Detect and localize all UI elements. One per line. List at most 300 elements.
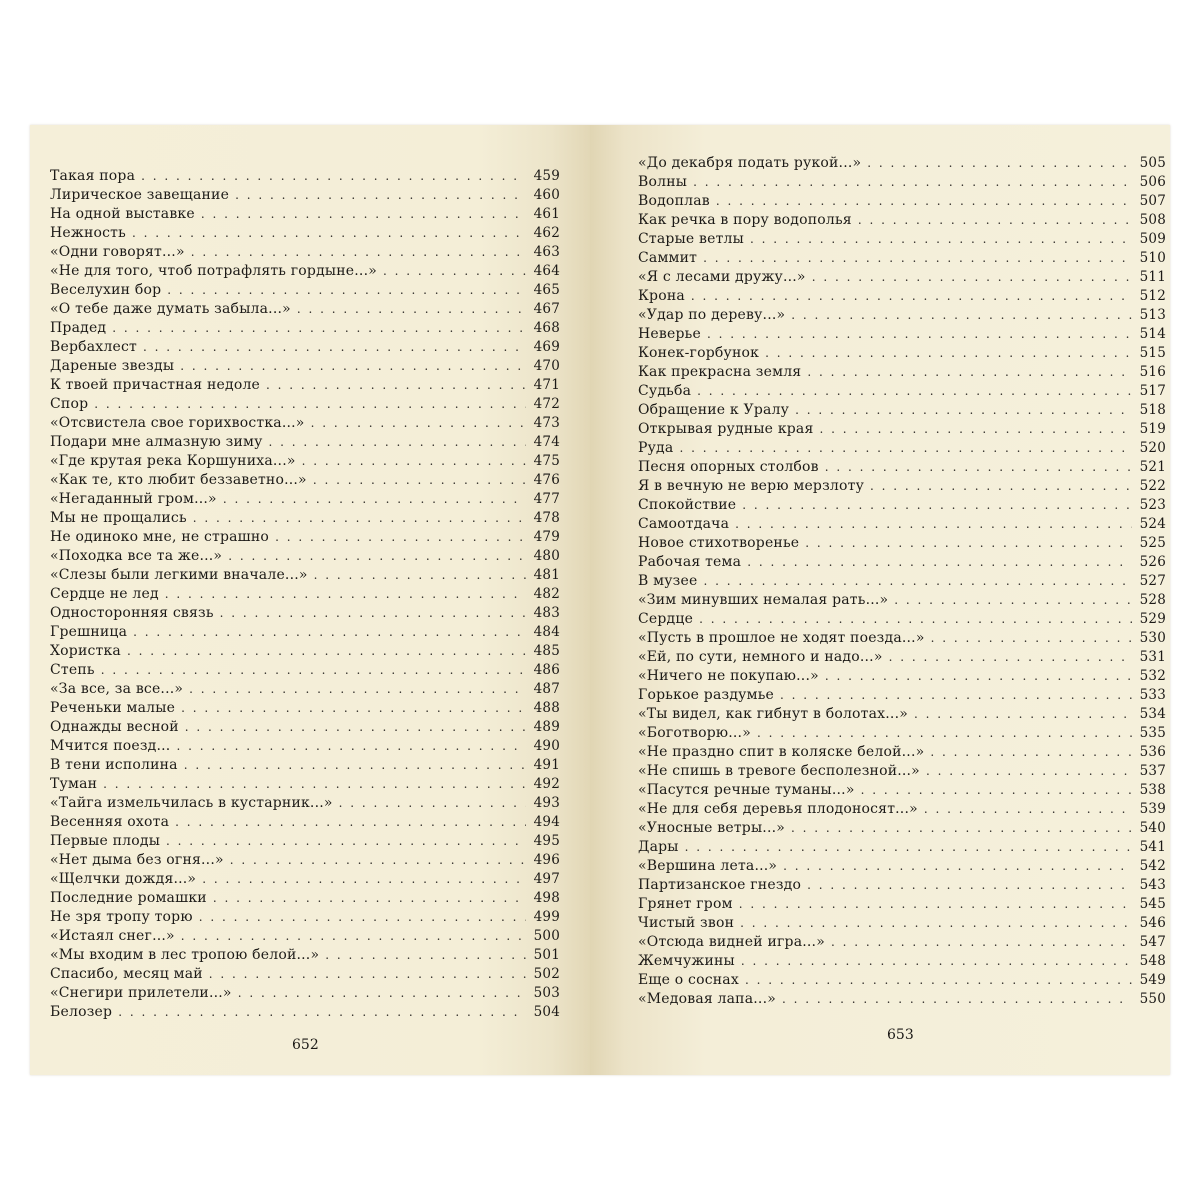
- toc-entry: [638, 344, 1166, 363]
- toc-entry-page: 497: [533, 871, 560, 887]
- toc-leader-dots: [94, 395, 526, 414]
- toc-leader-dots: [132, 224, 526, 243]
- toc-entry: [50, 509, 560, 528]
- toc-entry-page: 469: [533, 339, 560, 355]
- toc-entry-title: Реченьки малые: [50, 700, 176, 716]
- right-page: [590, 125, 1170, 1075]
- toc-entry: [638, 838, 1166, 857]
- toc-entry-page: 482: [533, 586, 560, 602]
- toc-entry-title: Вербахлест: [50, 339, 137, 355]
- toc-entry-page: 493: [533, 795, 560, 811]
- toc-entry-page: 461: [533, 206, 560, 222]
- toc-leader-dots: [220, 604, 526, 623]
- toc-entry: [50, 338, 560, 357]
- toc-entry-page: 520: [1139, 440, 1166, 456]
- toc-entry-title: Грешница: [50, 624, 128, 640]
- toc-entry-page: 505: [1139, 155, 1166, 171]
- toc-entry-title: Партизанское гнездо: [638, 877, 802, 893]
- toc-entry-title: «Боготворю...»: [638, 725, 751, 741]
- toc-entry-page: 476: [533, 472, 560, 488]
- toc-entry-title: Спор: [50, 396, 89, 412]
- toc-entry-title: Мчится поезд...: [50, 738, 171, 754]
- toc-entry-title: Последние ромашки: [50, 890, 207, 906]
- toc-leader-dots: [703, 572, 1132, 591]
- toc-leader-dots: [739, 895, 1132, 914]
- toc-leader-dots: [185, 718, 526, 737]
- toc-entry: [50, 281, 560, 300]
- toc-leader-dots: [209, 965, 526, 984]
- toc-entry: [50, 224, 560, 243]
- toc-entry: [50, 433, 560, 452]
- toc-entry-title: Старые ветлы: [638, 231, 744, 247]
- toc-entry-title: Дары: [638, 839, 679, 855]
- toc-entry-page: 479: [533, 529, 560, 545]
- toc-entry: [50, 794, 560, 813]
- toc-leader-dots: [930, 743, 1132, 762]
- toc-entry-page: 522: [1139, 478, 1166, 494]
- toc-entry: [50, 167, 560, 186]
- toc-entry: [638, 382, 1166, 401]
- toc-entry: [50, 642, 560, 661]
- toc-entry-title: Еще о соснах: [638, 972, 739, 988]
- toc-leader-dots: [193, 509, 526, 528]
- toc-leader-dots: [742, 496, 1132, 515]
- toc-entry: [638, 496, 1166, 515]
- toc-entry: [50, 623, 560, 642]
- toc-entry-page: 463: [533, 244, 560, 260]
- toc-entry-title: Прадед: [50, 320, 107, 336]
- toc-leader-dots: [747, 553, 1132, 572]
- toc-leader-dots: [757, 724, 1132, 743]
- toc-entry-page: 521: [1139, 459, 1166, 475]
- toc-entry: [50, 205, 560, 224]
- toc-entry-title: Новое стихотворенье: [638, 535, 800, 551]
- toc-entry: [638, 401, 1166, 420]
- toc-leader-dots: [931, 629, 1132, 648]
- toc-entry-page: 516: [1139, 364, 1166, 380]
- toc-leader-dots: [235, 186, 526, 205]
- toc-leader-dots: [831, 933, 1132, 952]
- toc-leader-dots: [302, 452, 526, 471]
- toc-entry-page: 465: [533, 282, 560, 298]
- toc-entry: [638, 154, 1166, 173]
- toc-entry-title: Спасибо, месяц май: [50, 966, 203, 982]
- toc-entry-title: «Уносные ветры...»: [638, 820, 786, 836]
- toc-entry: [638, 990, 1166, 1009]
- toc-entry-title: Подари мне алмазную зиму: [50, 434, 263, 450]
- toc-leader-dots: [782, 990, 1132, 1009]
- toc-entry: [50, 319, 560, 338]
- toc-leader-dots: [383, 262, 526, 281]
- toc-entry-page: 491: [533, 757, 560, 773]
- toc-entry-title: «Щелчки дождя...»: [50, 871, 197, 887]
- toc-entry: [638, 192, 1166, 211]
- toc-entry-page: 478: [533, 510, 560, 526]
- toc-entry-page: 470: [533, 358, 560, 374]
- toc-entry-title: Такая пора: [50, 168, 136, 184]
- toc-entry: [638, 249, 1166, 268]
- toc-leader-dots: [127, 642, 526, 661]
- toc-entry-title: К твоей причастная недоле: [50, 377, 261, 393]
- page-number-left: 652: [292, 1037, 319, 1053]
- toc-entry: [638, 534, 1166, 553]
- toc-entry-page: 533: [1139, 687, 1166, 703]
- toc-entry: [50, 680, 560, 699]
- toc-entry: [50, 452, 560, 471]
- toc-leader-dots: [791, 819, 1132, 838]
- toc-leader-dots: [103, 775, 526, 794]
- toc-entry-page: 543: [1139, 877, 1166, 893]
- toc-leader-dots: [223, 490, 526, 509]
- toc-entry: [638, 857, 1166, 876]
- toc-entry-title: В музее: [638, 573, 698, 589]
- toc-entry-page: 518: [1139, 402, 1166, 418]
- toc-entry-page: 513: [1139, 307, 1166, 323]
- toc-entry-page: 549: [1139, 972, 1166, 988]
- toc-entry: [638, 800, 1166, 819]
- toc-entry-page: 547: [1139, 934, 1166, 950]
- toc-entry-page: 473: [533, 415, 560, 431]
- toc-entry-title: «Нет дыма без огня...»: [50, 852, 224, 868]
- toc-entry-page: 507: [1139, 193, 1166, 209]
- toc-leader-dots: [807, 363, 1132, 382]
- toc-entry-page: 508: [1139, 212, 1166, 228]
- toc-entry-title: «Не спишь в тревоге бесполезной...»: [638, 763, 920, 779]
- toc-entry-page: 471: [533, 377, 560, 393]
- toc-entry-title: «Не для себя деревья плодоносят...»: [638, 801, 918, 817]
- toc-leader-dots: [325, 946, 526, 965]
- toc-leader-dots: [807, 876, 1132, 895]
- toc-entry: [638, 667, 1166, 686]
- toc-entry-page: 500: [533, 928, 560, 944]
- toc-entry-title: «Где крутая река Коршуниха...»: [50, 453, 296, 469]
- toc-entry-page: 530: [1139, 630, 1166, 646]
- toc-entry-page: 498: [533, 890, 560, 906]
- toc-entry-title: «Ей, по сути, немного и надо...»: [638, 649, 883, 665]
- toc-entry: [638, 724, 1166, 743]
- toc-entry-page: 504: [533, 1004, 560, 1020]
- toc-entry-title: «Пасутся речные туманы...»: [638, 782, 855, 798]
- toc-entry-title: «Пусть в прошлое не ходят поезда...»: [638, 630, 925, 646]
- toc-leader-dots: [685, 838, 1132, 857]
- toc-entry-page: 517: [1139, 383, 1166, 399]
- toc-leader-dots: [199, 908, 526, 927]
- toc-entry: [638, 572, 1166, 591]
- toc-entry-page: 538: [1139, 782, 1166, 798]
- toc-entry-page: 510: [1139, 250, 1166, 266]
- toc-entry-page: 502: [533, 966, 560, 982]
- page-number-right: 653: [887, 1027, 914, 1043]
- toc-entry: [50, 699, 560, 718]
- toc-entry-title: На одной выставке: [50, 206, 195, 222]
- toc-entry-page: 467: [533, 301, 560, 317]
- toc-entry: [638, 629, 1166, 648]
- toc-leader-dots: [112, 319, 526, 338]
- toc-entry-title: Горькое раздумье: [638, 687, 774, 703]
- toc-entry-page: 529: [1139, 611, 1166, 627]
- toc-entry: [638, 287, 1166, 306]
- toc-entry-page: 475: [533, 453, 560, 469]
- toc-entry: [50, 471, 560, 490]
- toc-entry: [638, 686, 1166, 705]
- toc-leader-dots: [861, 781, 1132, 800]
- toc-leader-dots: [175, 813, 526, 832]
- toc-leader-dots: [180, 357, 526, 376]
- toc-leader-dots: [697, 382, 1132, 401]
- toc-entry-title: Руда: [638, 440, 674, 456]
- toc-leader-dots: [201, 205, 526, 224]
- toc-entry: [50, 243, 560, 262]
- toc-entry-title: «Слезы были легкими вначале...»: [50, 567, 308, 583]
- toc-entry-page: 539: [1139, 801, 1166, 817]
- toc-leader-dots: [740, 914, 1132, 933]
- toc-entry-title: Лирическое завещание: [50, 187, 230, 203]
- toc-entry-page: 548: [1139, 953, 1166, 969]
- toc-entry: [50, 528, 560, 547]
- toc-entry: [638, 895, 1166, 914]
- toc-entry: [638, 781, 1166, 800]
- toc-entry-title: «Не праздно спит в коляске белой...»: [638, 744, 925, 760]
- toc-entry: [638, 420, 1166, 439]
- toc-entry-page: 483: [533, 605, 560, 621]
- toc-leader-dots: [745, 971, 1132, 990]
- toc-entry-page: 550: [1139, 991, 1166, 1007]
- toc-entry-title: Водоплав: [638, 193, 710, 209]
- toc-leader-dots: [297, 300, 526, 319]
- toc-entry: [638, 363, 1166, 382]
- toc-entry-page: 477: [533, 491, 560, 507]
- toc-leader-dots: [703, 249, 1132, 268]
- toc-entry-title: «Вершина лета...»: [638, 858, 778, 874]
- toc-entry-title: Как прекрасна земля: [638, 364, 802, 380]
- toc-entry-title: «Ничего не покупаю...»: [638, 668, 819, 684]
- toc-leader-dots: [750, 230, 1132, 249]
- toc-entry-page: 488: [533, 700, 560, 716]
- toc-leader-dots: [189, 680, 526, 699]
- toc-entry-title: Обращение к Уралу: [638, 402, 790, 418]
- toc-entry-title: Однажды весной: [50, 719, 179, 735]
- toc-entry: [638, 610, 1166, 629]
- toc-entry-page: 537: [1139, 763, 1166, 779]
- toc-entry-page: 495: [533, 833, 560, 849]
- toc-entry-page: 534: [1139, 706, 1166, 722]
- toc-entry: [638, 458, 1166, 477]
- toc-entry: [50, 946, 560, 965]
- toc-entry: [638, 971, 1166, 990]
- toc-entry-title: Песня опорных столбов: [638, 459, 819, 475]
- toc-entry-title: «Негаданный гром...»: [50, 491, 217, 507]
- toc-entry-page: 484: [533, 624, 560, 640]
- toc-entry-page: 514: [1139, 326, 1166, 342]
- toc-leader-dots: [679, 439, 1132, 458]
- toc-entry-title: Нежность: [50, 225, 126, 241]
- toc-entry: [50, 1003, 560, 1022]
- toc-entry-page: 509: [1139, 231, 1166, 247]
- toc-leader-dots: [181, 699, 526, 718]
- toc-entry-title: «Как те, кто любит беззаветно...»: [50, 472, 307, 488]
- toc-entry: [638, 325, 1166, 344]
- toc-entry-title: Крона: [638, 288, 685, 304]
- toc-leader-dots: [118, 1003, 526, 1022]
- toc-entry-title: Хористка: [50, 643, 121, 659]
- toc-entry: [50, 414, 560, 433]
- book-spread: [30, 125, 1170, 1075]
- toc-entry-title: «Одни говорят...»: [50, 244, 185, 260]
- toc-entry: [50, 927, 560, 946]
- toc-leader-dots: [269, 433, 526, 452]
- toc-leader-dots: [191, 243, 526, 262]
- toc-leader-dots: [783, 857, 1132, 876]
- toc-leader-dots: [820, 420, 1132, 439]
- table-of-contents-right: [638, 154, 1166, 1009]
- toc-entry-page: 485: [533, 643, 560, 659]
- toc-entry: [638, 515, 1166, 534]
- toc-entry-page: 523: [1139, 497, 1166, 513]
- left-page: [30, 125, 590, 1075]
- toc-leader-dots: [213, 889, 526, 908]
- toc-entry-title: «Истаял снег...»: [50, 928, 175, 944]
- toc-entry-page: 472: [533, 396, 560, 412]
- toc-leader-dots: [707, 325, 1132, 344]
- toc-entry: [638, 268, 1166, 287]
- toc-leader-dots: [184, 756, 526, 775]
- toc-leader-dots: [735, 515, 1132, 534]
- toc-entry-title: «До декабря подать рукой...»: [638, 155, 862, 171]
- toc-entry-title: Мы не прощались: [50, 510, 187, 526]
- toc-entry-title: Весенняя охота: [50, 814, 170, 830]
- toc-entry-title: «Удар по дереву...»: [638, 307, 786, 323]
- toc-entry-page: 519: [1139, 421, 1166, 437]
- toc-entry: [50, 395, 560, 414]
- toc-entry-page: 540: [1139, 820, 1166, 836]
- toc-entry-page: 499: [533, 909, 560, 925]
- toc-entry: [638, 439, 1166, 458]
- table-of-contents-left: [50, 167, 560, 1022]
- toc-leader-dots: [339, 794, 526, 813]
- toc-leader-dots: [889, 648, 1132, 667]
- toc-leader-dots: [275, 528, 526, 547]
- toc-entry: [50, 186, 560, 205]
- toc-entry-title: Жемчужины: [638, 953, 735, 969]
- toc-entry-page: 524: [1139, 516, 1166, 532]
- toc-entry-page: 480: [533, 548, 560, 564]
- toc-entry-title: «Мы входим в лес тропою белой...»: [50, 947, 320, 963]
- toc-leader-dots: [825, 667, 1132, 686]
- toc-entry-title: «Отсюда видней игра...»: [638, 934, 825, 950]
- toc-leader-dots: [313, 471, 526, 490]
- toc-entry: [50, 300, 560, 319]
- toc-leader-dots: [795, 401, 1132, 420]
- toc-entry-title: Самоотдача: [638, 516, 730, 532]
- toc-entry-title: Конек-горбунок: [638, 345, 760, 361]
- toc-entry-title: Как речка в пору водополья: [638, 212, 852, 228]
- toc-entry-page: 545: [1139, 896, 1166, 912]
- toc-leader-dots: [165, 585, 526, 604]
- toc-entry-title: Первые плоды: [50, 833, 161, 849]
- toc-entry-page: 525: [1139, 535, 1166, 551]
- toc-entry: [50, 851, 560, 870]
- toc-entry: [50, 984, 560, 1003]
- toc-leader-dots: [202, 870, 526, 889]
- toc-entry: [638, 876, 1166, 895]
- toc-entry-title: Белозер: [50, 1004, 113, 1020]
- toc-entry-title: «Я с лесами дружу...»: [638, 269, 806, 285]
- toc-entry: [638, 819, 1166, 838]
- toc-leader-dots: [926, 762, 1132, 781]
- toc-entry-title: «Отсвистела свое горихвостка...»: [50, 415, 305, 431]
- toc-entry-page: 527: [1139, 573, 1166, 589]
- toc-leader-dots: [181, 927, 526, 946]
- toc-entry: [50, 737, 560, 756]
- toc-entry-title: Не зря тропу торю: [50, 909, 193, 925]
- toc-entry-page: 468: [533, 320, 560, 336]
- toc-entry-page: 492: [533, 776, 560, 792]
- toc-leader-dots: [825, 458, 1132, 477]
- toc-entry-title: Волны: [638, 174, 688, 190]
- toc-entry: [50, 756, 560, 775]
- toc-entry-page: 526: [1139, 554, 1166, 570]
- toc-entry-title: Неверье: [638, 326, 701, 342]
- toc-entry-page: 489: [533, 719, 560, 735]
- toc-entry-title: «Ты видел, как гибнут в болотах...»: [638, 706, 908, 722]
- toc-entry-title: «Снегири прилетели...»: [50, 985, 232, 1001]
- toc-entry: [638, 914, 1166, 933]
- toc-entry-title: «Медовая лапа...»: [638, 991, 776, 1007]
- toc-entry: [638, 591, 1166, 610]
- toc-leader-dots: [101, 661, 526, 680]
- toc-leader-dots: [238, 984, 526, 1003]
- toc-leader-dots: [858, 211, 1132, 230]
- toc-entry-page: 511: [1139, 269, 1166, 285]
- toc-entry-page: 512: [1139, 288, 1166, 304]
- toc-entry: [50, 661, 560, 680]
- toc-entry-title: Односторонняя связь: [50, 605, 214, 621]
- toc-entry: [50, 870, 560, 889]
- toc-entry-page: 474: [533, 434, 560, 450]
- toc-entry: [50, 813, 560, 832]
- toc-entry-page: 459: [533, 168, 560, 184]
- toc-entry-title: Дареные звезды: [50, 358, 175, 374]
- toc-entry: [638, 306, 1166, 325]
- toc-leader-dots: [133, 623, 526, 642]
- toc-leader-dots: [894, 591, 1132, 610]
- toc-entry-title: Чистый звон: [638, 915, 735, 931]
- toc-entry-title: Не одиноко мне, не страшно: [50, 529, 270, 545]
- toc-entry-page: 546: [1139, 915, 1166, 931]
- toc-entry-title: Грянет гром: [638, 896, 733, 912]
- toc-entry-page: 487: [533, 681, 560, 697]
- toc-leader-dots: [716, 192, 1132, 211]
- toc-leader-dots: [741, 952, 1132, 971]
- toc-entry: [50, 585, 560, 604]
- toc-entry: [50, 718, 560, 737]
- toc-entry-page: 464: [533, 263, 560, 279]
- toc-entry-page: 481: [533, 567, 560, 583]
- toc-entry: [50, 965, 560, 984]
- toc-entry-title: Веселухин бор: [50, 282, 162, 298]
- toc-leader-dots: [867, 154, 1132, 173]
- toc-leader-dots: [228, 547, 526, 566]
- toc-entry: [50, 357, 560, 376]
- toc-leader-dots: [693, 173, 1132, 192]
- toc-entry-title: Я в вечную не верю мерзлоту: [638, 478, 865, 494]
- toc-entry-title: «О тебе даже думать забыла...»: [50, 301, 291, 317]
- toc-entry: [50, 566, 560, 585]
- toc-entry: [638, 230, 1166, 249]
- toc-entry: [50, 775, 560, 794]
- toc-entry: [638, 173, 1166, 192]
- toc-leader-dots: [699, 610, 1132, 629]
